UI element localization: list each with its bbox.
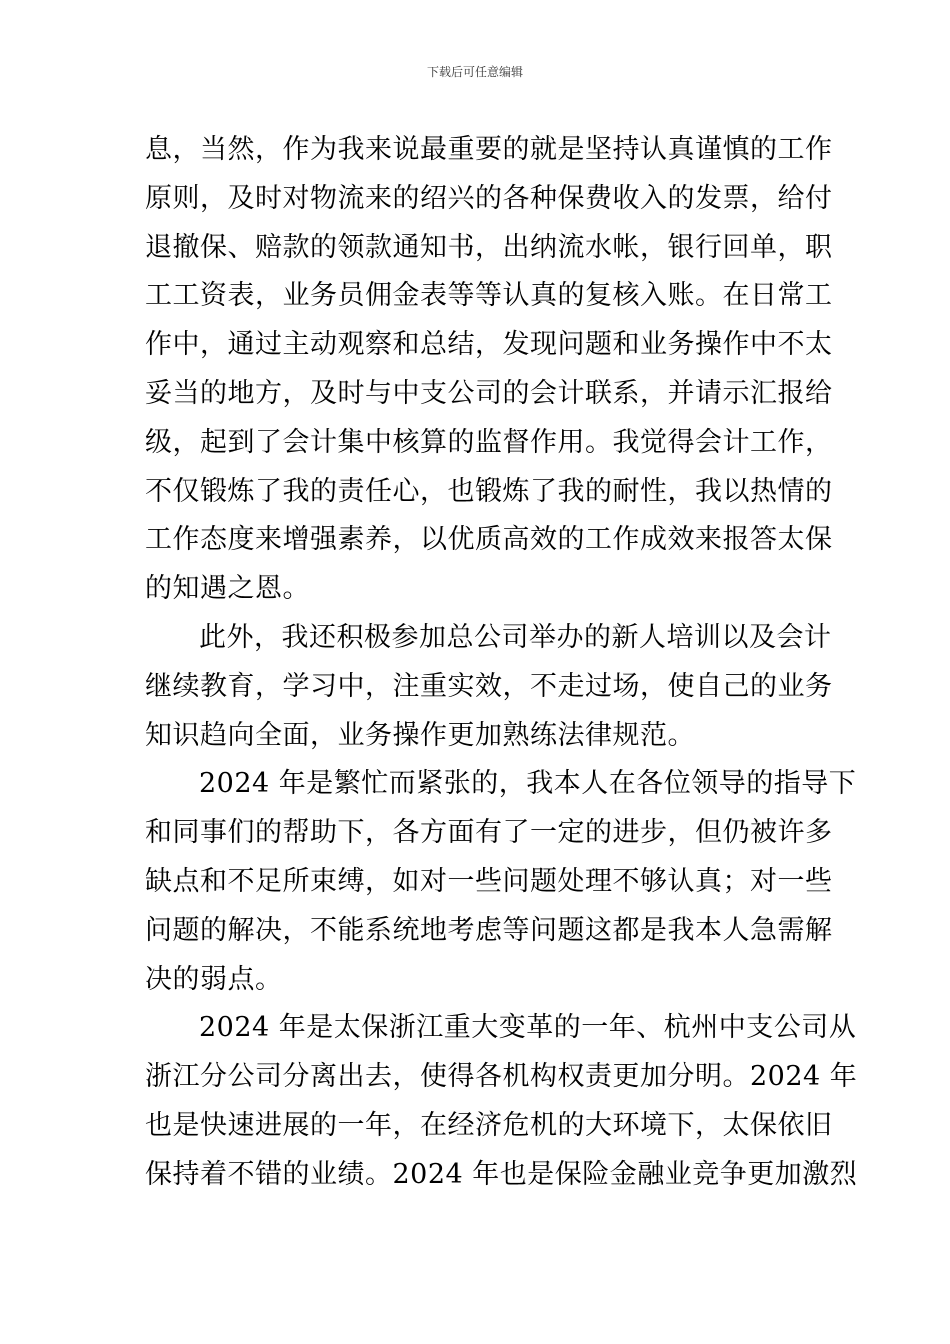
body-line: 浙江分公司分离出去，使得各机构权责更加分明。2024 年 — [145, 1061, 858, 1093]
body-line: 的知遇之恩。 — [145, 573, 310, 605]
paragraph-start-line: 此外，我还积极参加总公司举办的新人培训以及会计 — [199, 621, 832, 653]
body-line: 退撤保、赔款的领款通知书，出纳流水帐，银行回单，职 — [145, 231, 833, 263]
body-line: 知识趋向全面，业务操作更加熟练法律规范。 — [145, 719, 695, 751]
body-line: 决的弱点。 — [145, 963, 283, 995]
body-line: 工工资表，业务员佣金表等等认真的复核入账。在日常工 — [145, 280, 833, 312]
page-header-note: 下载后可任意编辑 — [426, 65, 523, 79]
body-line: 工作态度来增强素养，以优质高效的工作成效来报答太保 — [145, 524, 833, 556]
paragraph-start-line: 2024 年是繁忙而紧张的，我本人在各位领导的指导下 — [199, 768, 857, 800]
paragraph-start-line: 2024 年是太保浙江重大变革的一年、杭州中支公司从 — [199, 1012, 857, 1044]
body-line: 继续教育，学习中，注重实效，不走过场，使自己的业务 — [145, 670, 833, 702]
body-line: 作中，通过主动观察和总结，发现问题和业务操作中不太 — [145, 329, 833, 361]
body-line: 保持着不错的业绩。2024 年也是保险金融业竞争更加激烈 — [145, 1158, 858, 1190]
body-line: 息，当然，作为我来说最重要的就是坚持认真谨慎的工作 — [145, 134, 833, 165]
body-line: 不仅锻炼了我的责任心，也锻炼了我的耐性，我以热情的 — [145, 475, 833, 507]
body-line: 原则，及时对物流来的绍兴的各种保费收入的发票，给付 — [145, 182, 833, 214]
body-line: 级，起到了会计集中核算的监督作用。我觉得会计工作， — [145, 426, 833, 458]
body-line: 妥当的地方，及时与中支公司的会计联系，并请示汇报给 — [145, 377, 833, 409]
body-line: 问题的解决，不能系统地考虑等问题这都是我本人急需解 — [145, 914, 833, 946]
document-body — [145, 126, 858, 1200]
body-line: 也是快速进展的一年，在经济危机的大环境下，太保依旧 — [145, 1109, 833, 1141]
body-line: 和同事们的帮助下，各方面有了一定的进步，但仍被许多 — [145, 817, 833, 849]
body-line: 缺点和不足所束缚，如对一些问题处理不够认真；对一些 — [145, 865, 833, 897]
